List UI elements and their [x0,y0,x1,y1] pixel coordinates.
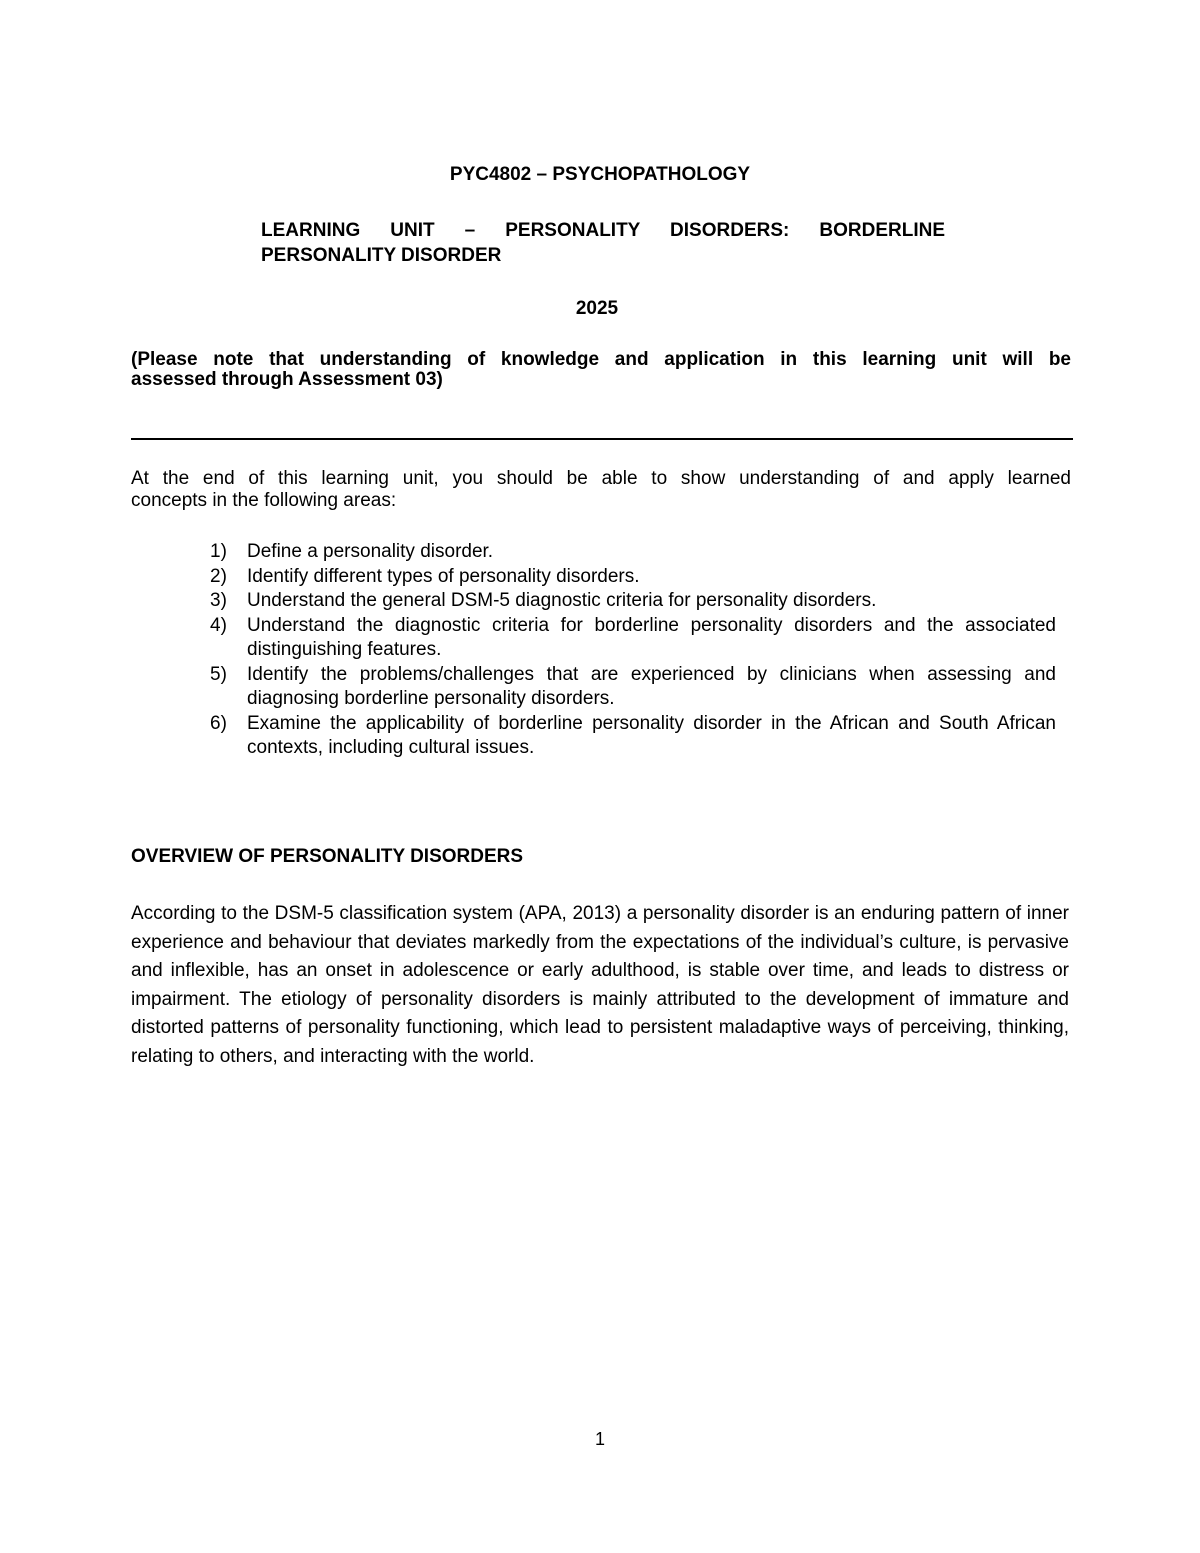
intro-text [131,468,1071,512]
learning-objectives-list [210,540,1056,761]
list-item-number: 1) [210,541,227,562]
list-item [210,712,1056,761]
list-item-number: 4) [210,614,227,636]
learning-unit-title [261,218,945,268]
unit-title-line-2: PERSONALITY DISORDER [261,245,502,266]
horizontal-divider [131,438,1073,440]
assessment-note-line-1: (Please note that understanding of knowledge and application in this learning unit will be [131,349,1071,370]
list-item [210,589,1056,614]
list-item-number: 5) [210,663,227,685]
assessment-note [131,350,1071,390]
list-item-number: 6) [210,712,227,734]
assessment-note-line-2: assessed through Assessment 03) [131,369,443,390]
list-item-text: Identify different types of personality disorders. [247,565,640,587]
list-item [210,565,1056,590]
page-number: 1 [594,1429,605,1449]
list-item-text: Examine the applicability of borderline personality disorder in the African and South African contexts, including cultural issues. [247,712,1056,758]
list-item-text: Identify the problems/challenges that are experienced by clinicians when assessing and diagnosing borderline personality disorders. [247,663,1056,709]
intro-line-2: concepts in the following areas: [131,490,397,511]
list-item-text: Understand the general DSM-5 diagnostic criteria for personality disorders. [247,590,877,611]
overview-paragraph: According to the DSM-5 classification system (APA, 2013) a personality disorder is an enduring pattern of inner experience and behaviour that deviates markedly from the expectations of the individual’s culture, is pervasive and inflexible, has an onset in adolescence or early adulthood, is stable over time, and leads to distress or impairment. The etiology of personality disorders is mainly attributed to the development of immature and distorted patterns of personality functioning, which lead to persistent maladaptive ways of perceiving, thinking, relating to others, and interacting with the world. [131,903,1069,1067]
course-title: PYC4802 – PSYCHOPATHOLOGY [449,164,751,185]
intro-line-1: At the end of this learning unit, you should be able to show understanding of and apply learned [131,468,1071,489]
list-item [210,540,1056,565]
unit-title-line-1: LEARNING UNIT – PERSONALITY DISORDERS: BORDERLINE [261,220,945,241]
list-item-number: 2) [210,565,227,587]
list-item-number: 3) [210,590,227,611]
year: 2025 [575,298,619,319]
section-heading: OVERVIEW OF PERSONALITY DISORDERS [131,846,524,867]
list-item-text: Define a personality disorder. [247,541,494,562]
list-item [210,614,1056,663]
list-item [210,663,1056,712]
list-item-text: Understand the diagnostic criteria for borderline personality disorders and the associated distinguishing features. [247,614,1056,660]
